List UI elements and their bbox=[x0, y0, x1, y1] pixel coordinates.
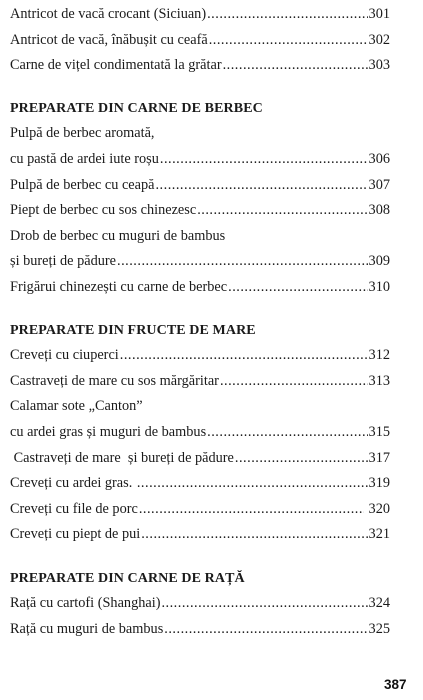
toc-entry bbox=[10, 275, 390, 301]
toc-entry bbox=[10, 28, 390, 54]
toc-section bbox=[10, 96, 390, 301]
toc-entry-page: 319 bbox=[368, 475, 390, 492]
page-number: 387 bbox=[384, 677, 407, 692]
section-heading: PREPARATE DIN CARNE DE BERBEC bbox=[10, 100, 263, 116]
toc-section bbox=[10, 2, 390, 79]
section-spacer bbox=[10, 79, 390, 96]
dot-leader bbox=[139, 497, 364, 523]
dot-leader bbox=[207, 420, 367, 446]
toc-entry-title: Frigărui chinezești cu carne de berbec bbox=[10, 278, 228, 295]
section-spacer bbox=[10, 548, 390, 566]
toc-entry-page: 317 bbox=[368, 449, 390, 466]
dot-leader bbox=[223, 53, 368, 79]
dot-leader bbox=[207, 2, 367, 28]
toc-entry bbox=[10, 2, 390, 28]
toc-entry-page: 321 bbox=[368, 526, 390, 543]
dot-leader bbox=[220, 369, 368, 395]
toc-entry-page: 303 bbox=[368, 57, 390, 74]
toc-entry-page: 324 bbox=[368, 595, 390, 612]
toc-entry-page: 301 bbox=[368, 6, 390, 22]
toc-entry-title: Pulpă de berbec cu ceapă bbox=[10, 176, 155, 193]
toc-entry-first-line: Pulpă de berbec aromată, bbox=[10, 125, 155, 142]
toc-entry-title: Carne de vițel condimentată la grătar bbox=[10, 57, 222, 74]
dot-leader bbox=[120, 343, 368, 369]
toc-entry-page: 308 bbox=[368, 202, 390, 219]
dot-leader bbox=[209, 28, 368, 54]
toc-entry bbox=[10, 497, 390, 523]
toc-entry-title: cu pastă de ardei iute roșu bbox=[10, 150, 159, 167]
toc-entry-page: 313 bbox=[368, 372, 390, 389]
toc-entry-page: 309 bbox=[368, 253, 390, 270]
toc-entry-page: 312 bbox=[368, 347, 390, 364]
toc-entry-title: Creveți cu file de porc bbox=[10, 500, 138, 517]
section-heading: PREPARATE DIN CARNE DE RAȚĂ bbox=[10, 570, 245, 586]
toc-entry-title: și bureți de pădure bbox=[10, 253, 116, 270]
dot-leader bbox=[117, 249, 368, 275]
toc-entry-page: 315 bbox=[368, 423, 390, 440]
section-spacer bbox=[10, 301, 390, 318]
dot-leader bbox=[160, 147, 368, 173]
toc-entry bbox=[10, 471, 390, 497]
toc-entry bbox=[10, 173, 390, 199]
dot-leader bbox=[161, 591, 367, 617]
toc-section bbox=[10, 566, 390, 643]
table-of-contents bbox=[10, 2, 390, 643]
toc-entry-title: Antricot de vacă, înăbușit cu ceafă bbox=[10, 31, 208, 48]
toc-section bbox=[10, 318, 390, 548]
toc-entry bbox=[10, 591, 390, 617]
toc-entry-title: Antricot de vacă crocant (Siciuan) bbox=[10, 6, 207, 22]
dot-leader bbox=[197, 198, 367, 224]
toc-entry bbox=[10, 53, 390, 79]
toc-entry-title: Castraveți de mare cu sos mărgăritar bbox=[10, 372, 219, 389]
toc-entry-first-line: Drob de berbec cu muguri de bambus bbox=[10, 227, 226, 244]
toc-entry-page: 325 bbox=[368, 621, 390, 638]
toc-entry-title: Creveți cu ardei gras. bbox=[10, 475, 136, 492]
toc-entry-title: Piept de berbec cu sos chinezesc bbox=[10, 202, 197, 219]
toc-entry-page: 302 bbox=[368, 31, 390, 48]
dot-leader bbox=[164, 617, 367, 643]
toc-entry-title: Creveți cu piept de pui bbox=[10, 526, 141, 543]
toc-entry-title: Rață cu muguri de bambus bbox=[10, 621, 164, 638]
toc-entry-title: Rață cu cartofi (Shanghai) bbox=[10, 595, 161, 612]
dot-leader bbox=[141, 522, 367, 548]
section-heading: PREPARATE DIN FRUCTE DE MARE bbox=[10, 322, 256, 338]
toc-entry bbox=[10, 522, 390, 548]
toc-entry bbox=[10, 198, 390, 224]
toc-entry bbox=[10, 446, 390, 472]
dot-leader bbox=[235, 446, 368, 472]
toc-entry-page: 320 bbox=[364, 500, 390, 517]
toc-entry bbox=[10, 369, 390, 395]
toc-entry bbox=[10, 343, 390, 369]
toc-entry-title: Creveți cu ciuperci bbox=[10, 347, 119, 364]
toc-entry bbox=[10, 249, 390, 275]
dot-leader bbox=[155, 173, 367, 199]
dot-leader bbox=[228, 275, 367, 301]
toc-entry bbox=[10, 617, 390, 643]
toc-entry-title: Castraveți de mare și bureți de pădure bbox=[10, 449, 234, 466]
toc-entry-title: cu ardei gras și muguri de bambus bbox=[10, 423, 207, 440]
toc-entry-first-line: Calamar sote „Canton” bbox=[10, 398, 143, 415]
toc-entry bbox=[10, 420, 390, 446]
toc-entry-page: 310 bbox=[368, 278, 390, 295]
toc-entry-page: 307 bbox=[368, 176, 390, 193]
toc-entry-page: 306 bbox=[368, 150, 390, 167]
dot-leader bbox=[137, 471, 368, 497]
toc-entry bbox=[10, 147, 390, 173]
